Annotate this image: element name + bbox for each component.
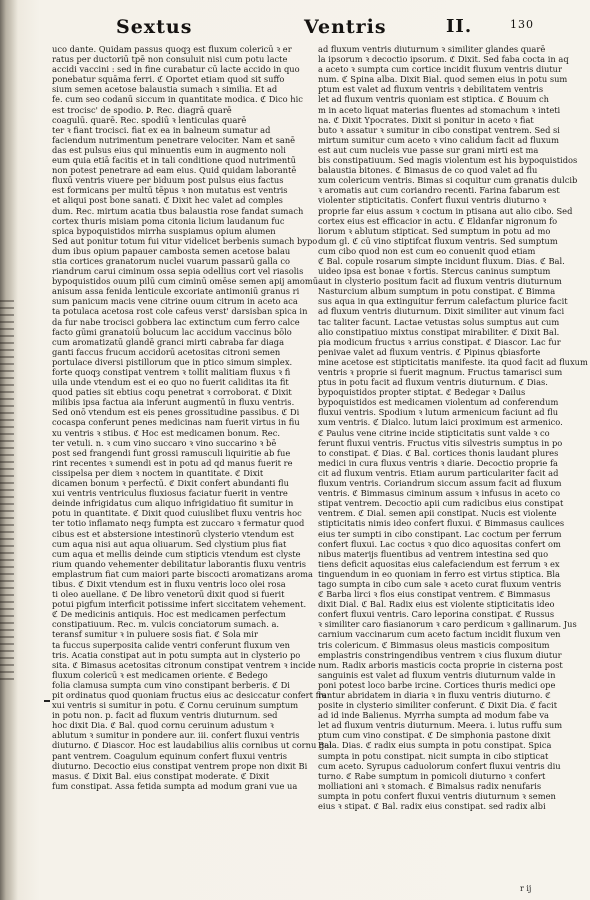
text-line: rint recentes ꝛ sumendi est in potu ad qd manus fuerit re	[52, 457, 293, 468]
text-line: rantur abridatem in diaria ꝛ in fluxu ventris diuturno. ℭ	[318, 690, 551, 700]
text-line: rium quando vehementer debilitatur laborantis fluxu ventris	[52, 558, 306, 569]
text-line: fluxū ventris viuere per biduum post pulsus eius factus	[52, 175, 284, 186]
text-line: dicamen bonum ꝛ perfectū. ℭ Dixit confert abundanti flu	[52, 478, 289, 489]
text-line: tinguendum in eo quoniam in ferro est virtus stiptica. Bla	[318, 568, 560, 579]
text-line: alio constipatiuo mixtus constipat mirabiliter. ℭ Dixit Bal.	[318, 326, 560, 337]
text-line: dixit Dial. ℭ Bal. Radix eius est violente stipticitatis ideo	[318, 599, 555, 610]
text-line: liorum ꝛ ablutum stipticat. Sed sumptum in potu ad mo	[318, 225, 551, 236]
text-line: eius ter sumpti in cibo constipant. Lac coctum per ferrum	[318, 528, 562, 539]
text-line: dum ibus opium papauer cambosta semen acetose balau	[52, 245, 291, 256]
text-line: tris. Acatia constipat aut in potu sumpta aut in clysterio po	[52, 649, 301, 660]
text-line: turno. ℭ Rabe sumptum in pomicoli diuturno ꝛ confert	[318, 770, 546, 781]
text-line: deinde infrigidatus cum aliquo infrigidatiuo fit sumitur in	[52, 498, 294, 509]
text-line: buto ꝛ assatur ꝛ sumitur in cibo constipat ventrem. Sed si	[318, 124, 560, 135]
text-line: bis constipatiuum. Sed magis violentum est his bypoquistidos	[318, 155, 578, 166]
text-line: tiens deficit aquositas eius calefaciendum est ferrum ꝛ ex	[318, 558, 560, 569]
text-line: ventris ꝛ proprie si fuerit magnum. Fructus tamarisci sum	[318, 367, 563, 377]
text-line: ta potulaca acetosa rost cole cafeus verst' darsisban spica in	[52, 306, 308, 317]
text-line: nibus materijs fluentibus ad ventrem intestina sed quo	[318, 548, 549, 559]
text-line: ponebatur squāma ferri. ℭ Oportet etiam quod sit suffo	[52, 74, 285, 85]
text-line: sumpta in potu confert fluxui ventris diuturnum ꝛ semen	[318, 790, 556, 801]
text-line: xui ventris ventriculus fluxiosus faciatur fuerit in ventre	[52, 488, 288, 499]
text-line: et aliqui post bone sanati. ℭ Dixit hec valet ad comples	[52, 195, 283, 206]
text-line: das est pulsus eius qui minuentis eum in augmento noli	[52, 144, 286, 155]
text-line: xum colericum ventris. Bimas si coquitur cum granatis dulcib	[318, 175, 578, 186]
text-line: Sed onō vtendum est eis penes grossitudine passibus. ℭ Di	[52, 407, 300, 418]
text-line: cibus est et abstersione intestinorū clysterio vtendum est	[52, 528, 294, 539]
text-line: Nasturcium album sumptum in potu constipat. ℭ Bimma	[318, 286, 556, 297]
text-line: proprie far eius assum ꝛ coctum in ptisana aut alio cibo. Sed	[318, 205, 573, 216]
text-line: sita. ℭ Bimasus acetositas citronum constipat ventrem ꝛ incide	[52, 659, 316, 670]
text-line: sanguinis est valet ad fluxum ventris diuturnum valde in	[318, 669, 556, 680]
text-line: anisum assa fenida lenticule excoriate antimoniū granus ri	[52, 286, 300, 297]
text-line: stipat ventrem. Decoctio apii cum radicibus eius constipat	[318, 498, 564, 509]
text-line: stipticitatis nimis ideo confert fluxui. ℭ Bimmasus caulices	[318, 518, 565, 529]
text-line: emplastrum fiat cum maiori parte biscocti aromatizans aroma	[52, 568, 313, 579]
text-line: teransf sumitur ꝛ in puluere sosis fiat. ℭ Sola mir	[52, 629, 258, 640]
text-line: xum ventris. ℭ Dialco. lutum laici proximum est armenico.	[318, 417, 563, 428]
text-line: tac taliter facunt. Lactae vetustas solus sumptus aut cum	[318, 316, 560, 327]
text-line: Sed aut ponitur totum fui vitur videlicet berbenis sumach bypo	[52, 235, 318, 246]
text-line: pia modicum fructus ꝛ arrius constipat. ℭ Diascor. Lac fur	[318, 336, 561, 347]
text-line: post sed frangendi funt grossi ramusculi liquiritie ab fue	[52, 447, 291, 458]
text-line: ter vetuli. n. ꝛ cum vino succaro ꝛ vino succarino ꝛ bē	[52, 437, 277, 448]
text-line: uila unde vtendum est ei eo quo no fuerit caliditas ita fit	[52, 377, 289, 388]
text-line: potui pigfum interficit potissime infert siccitatem vehement.	[52, 599, 307, 610]
text-line: potu in quantitate. ℭ Dixit quod cuiuslibet fluxu ventris hoc	[52, 508, 302, 519]
text-line: let ad fluxum ventris quoniam est stiptica. ℭ Bouum ch	[318, 94, 550, 105]
text-line: fe. cum seo codanū siccum in quantitate modica. ℭ Dico hic	[52, 94, 303, 105]
text-line: quod paties sit ebtius coqu penetrat ꝛ corroborat. ℭ Dixit	[52, 387, 292, 398]
text-line: ferunt fluxui ventris. Fructus vitis silvestris sumptus in po	[318, 437, 563, 448]
text-line: molliationi ani ꝛ stomach. ℭ Bimalsus radix nenufaris	[318, 780, 542, 791]
text-line: ter totio inflamato neqȝ fumpta est zuccaro ꝛ fermatur quod	[52, 518, 305, 529]
text-line: accidi vaccini : sed in fine curabatur cū lacte accido in quo	[52, 64, 300, 75]
text-line: ta fuccus superposita calide ventri conferunt fluxum ven	[52, 639, 291, 650]
binding-edge	[0, 300, 14, 680]
text-line: ventrem. ℭ Dial. semen apii constipat. Nucis est violente	[318, 508, 557, 519]
text-line: mine acetose est stipticitatis manifeste. ita quod facit ad fluxum	[318, 356, 588, 367]
folio-number: 130	[510, 18, 534, 31]
text-line: dum. Rec. mirtum acatia tbus balaustia rose fandat sumach	[52, 205, 304, 216]
text-line: penivae valet ad fluxum ventris. ℭ Pipinus qbiasforte	[318, 346, 541, 357]
text-line: confert fluxui. Lac coctus ꝛ quo dico aquositas confert om	[318, 538, 561, 549]
text-line: milibis ipsa factua aia inferunt augmentū in fluxu ventris.	[52, 397, 295, 408]
text-line: sumpta in potu constipat. nicit sumpta in cibo stipticat	[318, 750, 549, 761]
text-line: pant ventrem. Coagulum equinum confert fluxui ventris	[52, 750, 287, 761]
text-line: est formicans per multū tēpus ꝛ non mutatus est ventris	[52, 185, 288, 196]
text-line: emplastris constringendibus ventrem ꝛ cius fluxum diutur	[318, 649, 562, 660]
text-line: ꝛ aromatis aut cum coriandro recenti. Farina fabarum est	[318, 185, 560, 196]
text-line: mirtum sumitur cum aceto ꝛ vino calidum facit ad fluxum	[318, 134, 559, 145]
text-line: cum aceto. Syrupus caduolorum confert fluxui ventris diu	[318, 760, 561, 771]
text-line: num. ℭ Spina alba. Dixit Bial. quod semen eius in potu sum	[318, 74, 568, 85]
text-line: medici in cura fluxus ventris ꝛ diarie. Decoctio proprie fa	[318, 457, 558, 468]
text-line: fum constipat. Assa fetida sumpta ad modum grani vue ua	[52, 780, 298, 791]
text-line: uco dante. Quidam passus quoqȝ est fluxum colericū ꝛ er	[52, 44, 292, 54]
text-line: carnium vaccinarum cum aceto factum incidit fluxum ven	[318, 629, 561, 640]
text-line: diuturno. ℭ Diascor. Hoc est laudabilius aliis cornibus ut cornu gal	[52, 740, 332, 751]
text-line: num. Radix arboris masticis cocta proprie in cisterna post	[318, 659, 563, 670]
text-line: ℭ De medicinis antiquis. Hoc est medicamen perfectum	[52, 609, 286, 620]
text-line: cum aqua nisi aut aqua oliuarum. Sed clystium pius fiat	[52, 538, 287, 549]
text-line: sium semen acetose balaustia sumach ꝛ similia. Et ad	[52, 84, 278, 95]
text-line: sum panicum macis vene citrine ouum citrum in aceto aca	[52, 296, 298, 307]
text-line: folia clamusa sumpta cum vino constipant berberis. ℭ Di	[52, 679, 290, 690]
text-line: non potest penetrare ad eam eius. Quid quidam laborantē	[52, 165, 297, 176]
text-line: ptum est valet ad fluxum ventris ꝛ debilitatem ventris	[318, 84, 544, 95]
text-line: ℭ Bal. copule rosarum simpte incidunt fluxum. Dias. ℭ Bal.	[318, 255, 565, 266]
text-line: da fur nabe trocisci gobbera lac extinctum cum ferro calce	[52, 316, 300, 327]
running-header	[0, 16, 590, 46]
text-line: eum quia etiā facitis et in tali conditione quod nutrimentū	[52, 155, 296, 166]
text-line: cortex thuris misiam poma citonia licium laudanum fuc	[52, 215, 285, 226]
text-line: facto gūmi granatoiū bolucum lac accidum vaccinus bōlo	[52, 326, 292, 337]
text-line: pit ordinatus quod quoniam fructus eius ac desiccatur confert flu	[52, 690, 327, 700]
text-line: tago sumpta in cibo cum sale ꝛ aceto curat fluxum ventris	[318, 578, 562, 589]
signature-mark: r ij	[520, 884, 532, 893]
header-left-word: Sextus	[116, 16, 193, 38]
text-line: ad fluxum ventris diuturnum ꝛ similiter glandes quarē	[318, 44, 546, 54]
text-line: posite in clysterio similiter conferunt. ℭ Dixit Dia. ℭ facit	[318, 700, 558, 711]
text-line: fluxum ventris. Coriandrum siccum assum facit ad fluxum	[318, 478, 562, 489]
text-line: hoc dixit Dia. ℭ Bal. quod cornu ceruinum adustum ꝛ	[52, 720, 274, 731]
text-line: xui ventris si sumitur in potu. ℭ Cornu ceruinum sumptum	[52, 700, 299, 711]
text-line: cissipelsa per diem ꝛ noctem in quantitate. ℭ Dixit	[52, 467, 264, 478]
text-line: ti oleo auellane. ℭ De libro venetorū dixit quod si fuerit	[52, 589, 285, 600]
text-line: cortex eius est efficacior in actu. ℭ Eldanfar nigronum fo	[318, 215, 558, 226]
text-line: ad id inde Balienus. Myrrha sumpta ad modum fabe va	[318, 710, 550, 721]
text-line: faciendum nutrimentum penetrare velociter. Nam et sanē	[52, 134, 296, 145]
text-line: tris colericum. ℭ Bimmasus oleus masticis compositum	[318, 639, 550, 650]
text-line: masus. ℭ Dixit Bal. eius constipat moderate. ℭ Dixit	[52, 770, 270, 781]
text-line: ratus per ductoriū tpē non consuluit nisi cum potu lacte	[52, 54, 288, 65]
text-line: est aut cum nucleis vue passe sur grani mirti est ma	[318, 144, 539, 155]
text-line: uideo ipsa est bonae ꝛ fortis. Stercus caninus sumptum	[318, 266, 551, 277]
text-line: est trocisc' de spodio. Ꝧ. Rec. diagrā quarē	[52, 104, 232, 115]
text-line: cit ad fluxum ventris. Etiam aurum particulariter facit ad	[318, 467, 559, 478]
text-line: fluxum colericū ꝛ est medicamen oriente. ℭ Bedego	[52, 669, 268, 680]
text-column-right	[318, 44, 588, 862]
text-line: m in aceto liquat materias fluentes ad stomachum ꝛ inteti	[318, 104, 561, 115]
text-line: ℭ Paulus vene citrine incide stipticitatis sunt valde ꝛ co	[318, 427, 550, 438]
text-line: na. ℭ Dixit Ypocrates. Dixit si ponitur in aceto ꝛ fiat	[318, 114, 534, 125]
text-line: balaustia bitones. ℭ Bimasus de co quod valet ad flu	[318, 165, 538, 176]
text-line: tibus. ℭ Dixit vtendum est in fluxu ventris loco olei rosa	[52, 578, 286, 589]
text-line: cum cibo quod non est cum eo conuenit quod etiam	[318, 245, 536, 256]
text-line: bypoquistidos est medicamen violentum ad conferendum	[318, 397, 559, 408]
text-line: sus aqua in qua extinguitur ferrum calefactum plurice facit	[318, 296, 568, 307]
text-line: aut in clysterio positum facit ad fluxum ventris diuturnum	[318, 276, 562, 287]
text-line: diuturno. Decoctio eius constipat ventrem prope non dixit Bi	[52, 760, 308, 771]
text-line: forte quoqȝ constipat ventrem ꝛ tollit malitiam fluxus ꝛ fi	[52, 367, 291, 377]
text-line: cum aqua et mellis deinde cum stipticis vtendum est clyste	[52, 548, 301, 559]
text-line: spica bypoquistidos mirrha suspiamus opium alumen	[52, 225, 276, 236]
text-line: xu ventris ꝛ stibus. ℭ Hoc est medicamen bonum. Rec.	[52, 427, 280, 438]
text-line: ter ꝛ fiant trocisci. fiat ex ea in balneum sumatur ad	[52, 124, 271, 135]
text-line: a aceto ꝛ sumpta cum cortice incidit fluxum ventris diutur	[318, 64, 562, 75]
text-line: portulace diversi pistillorum que in ptico simum simplex.	[52, 356, 293, 367]
text-line: eius ꝛ stipat. ℭ Bal. radix eius constipat. sed radix albi	[318, 801, 546, 812]
text-column-left	[52, 44, 332, 862]
text-line: bypoquistidos ouum pilū cum ciminū omēse semen apij amomū	[52, 276, 319, 287]
header-book-numeral: II.	[446, 16, 473, 37]
text-line: riandrum carui ciminum ossa sepia odellius cort vel riasolis	[52, 266, 304, 277]
text-line: cum aromatizatū glandē granci mirti cabraba far diaga	[52, 336, 285, 347]
text-line: Bala. Dias. ℭ radix eius sumpta in potu constipat. Spica	[318, 740, 552, 751]
margin-mark	[44, 700, 50, 702]
text-line: la ipsorum ꝛ decoctio ipsorum. ℭ Dixit. Sed faba cocta in aq	[318, 54, 569, 65]
text-line: poni potest loco barbe ircine. Cortices thuris medici ope	[318, 679, 556, 690]
text-line: let ad fluxum ventris diuturnum. Meera. i. lutus ruffu sum	[318, 720, 563, 731]
text-line: violenter stipticitatis. Confert fluxui ventris diuturno ꝛ	[318, 195, 547, 206]
text-line: ad fluxum ventris diuturnum. Dixit similiter aut vinum faci	[318, 306, 565, 317]
text-line: coagulū. quarē. Rec. spodiū ꝛ lenticulas quarē	[52, 114, 247, 125]
text-line: stia cortices granatorum nuclei vuarum passarū galla co	[52, 255, 290, 266]
text-line: ablutum ꝛ sumitur in pondere aur. iii. confert fluxui ventris	[52, 730, 300, 741]
text-line: ℭ Barba lirci ꝛ flos eius constipat ventrem. ℭ Bimmasus	[318, 589, 551, 600]
text-line: confert fluxui ventris. Caro leporina constipat. ℭ Russus	[318, 609, 555, 620]
text-line: fluxui ventris. Spodium ꝛ lutum armenicum faciunt ad flu	[318, 407, 559, 418]
text-line: dum gl. ℭ cū vino stiptifcat fluxum ventris. Sed sumptum	[318, 235, 558, 246]
text-line: cocaspa conferunt penes medicinas nam fuerit virtus in fiu	[52, 417, 300, 428]
text-line: bypoquistidos propter stiptat. ℭ Bedegar ꝛ Dailus	[318, 387, 526, 398]
text-line: ptus in potu facit ad fluxum ventris diuturnum. ℭ Dias.	[318, 377, 548, 388]
text-line: constipatiuum. Rec. m. vulcis conciatorum sumach. a.	[52, 619, 280, 630]
text-line: ganti faccus frucum accidorū acetositas citroni semen	[52, 346, 281, 357]
text-line: ventris. ℭ Bimmasus ciminum assum ꝛ infusus in aceto co	[318, 488, 561, 499]
header-middle-word: Ventris	[304, 16, 387, 38]
text-line: to constipat. ℭ Dias. ℭ Bal. cortices thonis laudant plures	[318, 447, 559, 458]
text-line: in potu non. p. facit ad fluxum ventris diuturnum. sed	[52, 710, 278, 721]
text-line: ptum cum vino constipat. ℭ De simphonia pastone dixit	[318, 730, 551, 741]
text-line: ꝛ similiter caro fiasianorum ꝛ caro perdicum ꝛ gallinarum. Jus	[318, 619, 577, 630]
